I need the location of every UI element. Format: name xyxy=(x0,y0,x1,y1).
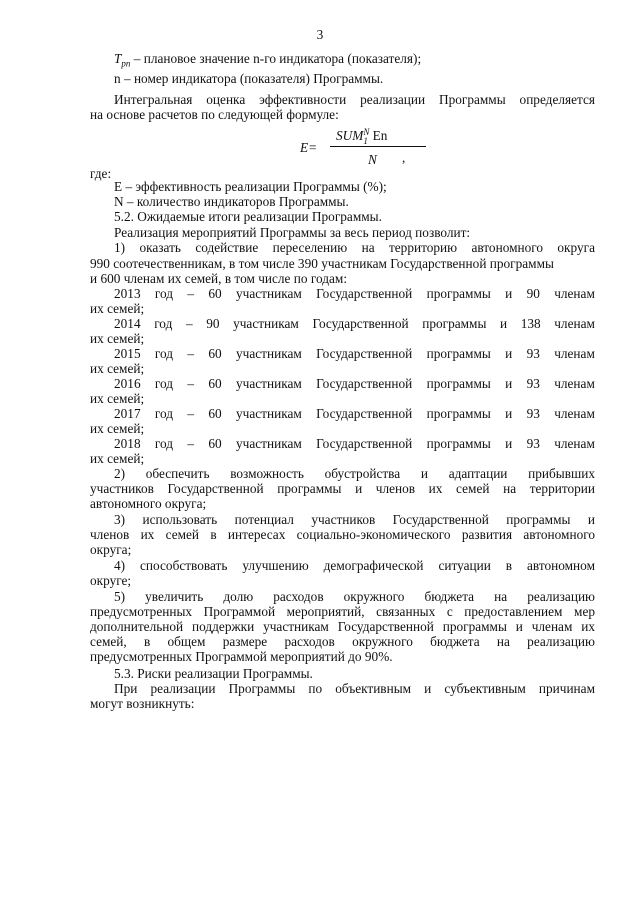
gos-word: Государственной xyxy=(316,376,413,391)
risks-line-1: При реализации Программы по объективным и субъективным причинам xyxy=(114,681,595,696)
and-word: и xyxy=(505,286,513,301)
N-definition: N – количество индикаторов Программы. xyxy=(114,194,349,209)
p4-line-1: 4) способствовать улучшению демографической ситуации в автономном xyxy=(114,558,595,573)
fraction-bar xyxy=(330,146,426,147)
formula-numerator xyxy=(336,128,387,146)
member-count: 93 xyxy=(526,436,540,451)
prog-word: программы xyxy=(426,286,491,301)
dash: – xyxy=(185,316,193,331)
and-word: и xyxy=(505,406,513,421)
integral-line-2: на основе расчетов по следующей формуле: xyxy=(90,107,339,122)
formula-sub: 1 xyxy=(363,136,368,146)
year-word: год xyxy=(154,346,174,361)
participant-count: 60 xyxy=(208,406,222,421)
members-word: членам xyxy=(554,316,595,331)
formula-lhs: E= xyxy=(300,140,318,155)
p3-line-3: округа; xyxy=(90,542,132,557)
dash: – xyxy=(187,286,195,301)
dash: – xyxy=(187,346,195,361)
and-word: и xyxy=(499,316,508,331)
year-tail: их семей; xyxy=(90,301,145,316)
p5-line-2: предусмотренных Программой мероприятий, связанных с предоставлением мер xyxy=(90,604,595,619)
gos-word: Государственной xyxy=(316,436,413,451)
dash: – xyxy=(187,436,195,451)
p2-line-1: 2) обеспечить возможность обустройства и адаптации прибывших xyxy=(114,466,595,481)
year-tail: их семей; xyxy=(90,391,145,406)
tpn-text: – плановое значение n-го индикатора (показателя); xyxy=(130,51,422,66)
participant-count: 60 xyxy=(208,286,222,301)
gos-word: Государственной xyxy=(312,316,409,331)
year-tail: их семей; xyxy=(90,331,145,346)
member-count: 93 xyxy=(526,346,540,361)
member-count: 93 xyxy=(526,376,540,391)
section-5-2: 5.2. Ожидаемые итоги реализации Программы. xyxy=(114,209,382,224)
gos-word: Государственной xyxy=(316,406,413,421)
participant-count: 60 xyxy=(208,436,222,451)
risks-line-2: могут возникнуть: xyxy=(90,696,195,711)
members-word: членам xyxy=(554,436,595,451)
prog-word: программы xyxy=(426,406,491,421)
tpn-subscript: pn xyxy=(121,58,131,69)
participants-word: участникам xyxy=(236,346,302,361)
participant-count: 90 xyxy=(206,316,220,331)
member-count: 138 xyxy=(520,316,541,331)
year-value: 2018 xyxy=(114,436,141,451)
year-row xyxy=(114,346,595,361)
year-row xyxy=(114,406,595,421)
tpn-symbol: T xyxy=(114,51,122,66)
participants-word: участникам xyxy=(236,436,302,451)
and-word: и xyxy=(505,376,513,391)
p3-line-2: членов их семей в интересах социально-экономического развития автономного xyxy=(90,527,595,542)
gos-word: Государственной xyxy=(316,286,413,301)
participants-word: участникам xyxy=(233,316,299,331)
year-value: 2017 xyxy=(114,406,141,421)
year-word: год xyxy=(154,376,174,391)
year-word: год xyxy=(154,436,174,451)
p2-line-2: участников Государственной программы и членов их семей на территории xyxy=(90,481,595,496)
participants-word: участникам xyxy=(236,286,302,301)
p5-line-1: 5) увеличить долю расходов окружного бюджета на реализацию xyxy=(114,589,595,604)
year-word: год xyxy=(154,406,174,421)
formula-sum: SUM xyxy=(336,128,364,144)
n-definition: n – номер индикатора (показателя) Программы. xyxy=(114,71,384,86)
e-definition: E – эффективность реализации Программы (%); xyxy=(114,179,387,194)
where-label: где: xyxy=(90,166,112,181)
prog-word: программы xyxy=(426,376,491,391)
section-5-3: 5.3. Риски реализации Программы. xyxy=(114,666,313,681)
year-row xyxy=(114,436,595,451)
p2-line-3: автономного округа; xyxy=(90,496,207,511)
realization-intro: Реализация мероприятий Программы за весь период позволит: xyxy=(114,225,471,240)
page-number: 3 xyxy=(316,27,324,42)
integral-line-1: Интегральная оценка эффективности реализации Программы определяется xyxy=(114,92,595,107)
member-count: 93 xyxy=(526,406,540,421)
p1-line-3: и 600 членам их семей, в том числе по годам: xyxy=(90,271,348,286)
prog-word: программы xyxy=(426,346,491,361)
p5-line-4: семей, в общем размере расходов окружного бюджета на реализацию xyxy=(90,634,595,649)
tpn-definition xyxy=(114,51,595,72)
participants-word: участникам xyxy=(236,406,302,421)
members-word: членам xyxy=(554,406,595,421)
members-word: членам xyxy=(554,376,595,391)
year-value: 2013 xyxy=(114,286,141,301)
year-row xyxy=(114,376,595,391)
prog-word: программы xyxy=(422,316,487,331)
year-tail: их семей; xyxy=(90,361,145,376)
p3-line-1: 3) использовать потенциал участников Государственной программы и xyxy=(114,512,595,527)
prog-word: программы xyxy=(426,436,491,451)
and-word: и xyxy=(505,436,513,451)
p1-line-2: 990 соотечественникам, в том числе 390 участникам Государственной программы xyxy=(90,256,554,271)
year-row xyxy=(114,286,595,301)
year-word: год xyxy=(154,286,174,301)
formula-comma: , xyxy=(402,150,406,165)
participant-count: 60 xyxy=(208,346,222,361)
year-row xyxy=(114,316,595,331)
p4-line-2: округе; xyxy=(90,573,132,588)
formula-sup: N xyxy=(363,127,370,137)
year-tail: их семей; xyxy=(90,421,145,436)
formula-denominator: N xyxy=(368,152,377,167)
members-word: членам xyxy=(554,286,595,301)
participants-word: участникам xyxy=(236,376,302,391)
p5-line-3: дополнительной поддержки участникам Государственной программы и членам их xyxy=(90,619,595,634)
dash: – xyxy=(187,376,195,391)
year-value: 2015 xyxy=(114,346,141,361)
formula-en: En xyxy=(369,128,388,144)
year-tail: их семей; xyxy=(90,451,145,466)
year-value: 2016 xyxy=(114,376,141,391)
members-word: членам xyxy=(554,346,595,361)
and-word: и xyxy=(505,346,513,361)
p5-line-5: предусмотренных Программой мероприятий до 90%. xyxy=(90,649,393,664)
year-value: 2014 xyxy=(114,316,141,331)
member-count: 90 xyxy=(526,286,540,301)
dash: – xyxy=(187,406,195,421)
p1-line-1: 1) оказать содействие переселению на территорию автономного округа xyxy=(114,240,595,255)
participant-count: 60 xyxy=(208,376,222,391)
gos-word: Государственной xyxy=(316,346,413,361)
year-word: год xyxy=(154,316,173,331)
